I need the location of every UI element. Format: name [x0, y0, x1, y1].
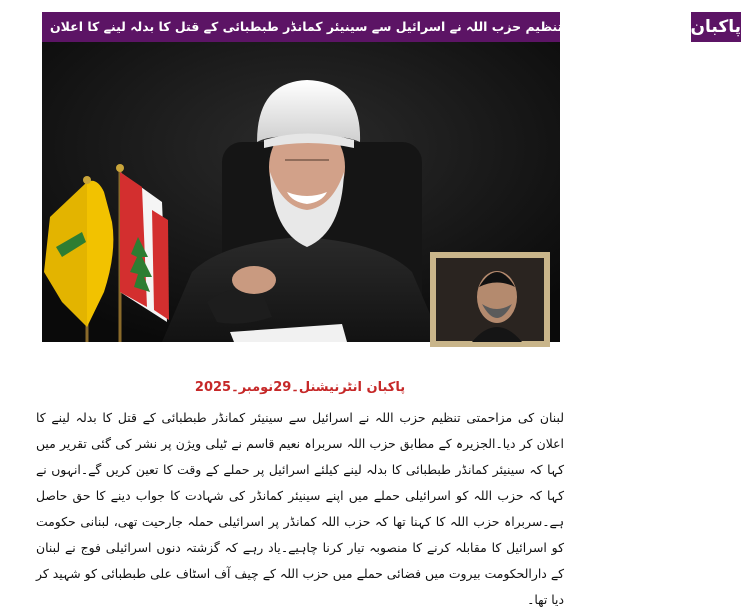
site-logo[interactable]: پاکبان	[689, 12, 741, 42]
news-photo	[42, 42, 560, 342]
dateline: پاکبان انٹرنیشنل۔29نومبر۔2025	[194, 380, 406, 395]
headline: لبنان کی مزاحمتی تنظیم حزب اللہ نے اسرائیل سے سینیئر کمانڈر طبطبائی کے قتل کا بدلہ لینے کا اعلان	[50, 19, 681, 34]
article-paragraph: لبنان کی مزاحمتی تنظیم حزب اللہ نے اسرائیل سے سینیئر کمانڈر طبطبائی کے قتل کا بدلہ لینے کا اعلان کر دیا۔الجزیرہ کے مطابق حزب اللہ سربراہ نعیم قاسم نے ٹیلی ویژن پر نشر کی گئی تقریر میں کہا کہ سینیئر کمانڈر طبطبائی کا بدلہ لینے کیلئے اسرائیل پر حملے کے وقت کا تعین کریں گے۔انہوں نے کہا کہ حزب اللہ کو اسرائیلی حملے میں اپنے سینیئر کمانڈر کی شہادت کا جواب دینے کا حق حاصل ہے۔سربراہ حزب اللہ کا کہنا تھا کہ حزب اللہ کمانڈر پر اسرائیلی حملہ جارحیت تھی، لبنانی حکومت کو اسرائیل کا مقابلہ کرنے کا منصوبہ تیار کرنا چاہیے۔یاد رہے کہ گزشتہ دنوں اسرائیلی فوج نے لبنان کے دارالحکومت بیروت میں فضائی حملے میں حزب اللہ کے چیف آف اسٹاف علی طبطبائی کو شہید کر دیا تھا۔	[36, 410, 564, 607]
framed-portrait-icon	[430, 252, 550, 347]
article-body	[36, 405, 564, 613]
header-bar	[42, 12, 741, 42]
